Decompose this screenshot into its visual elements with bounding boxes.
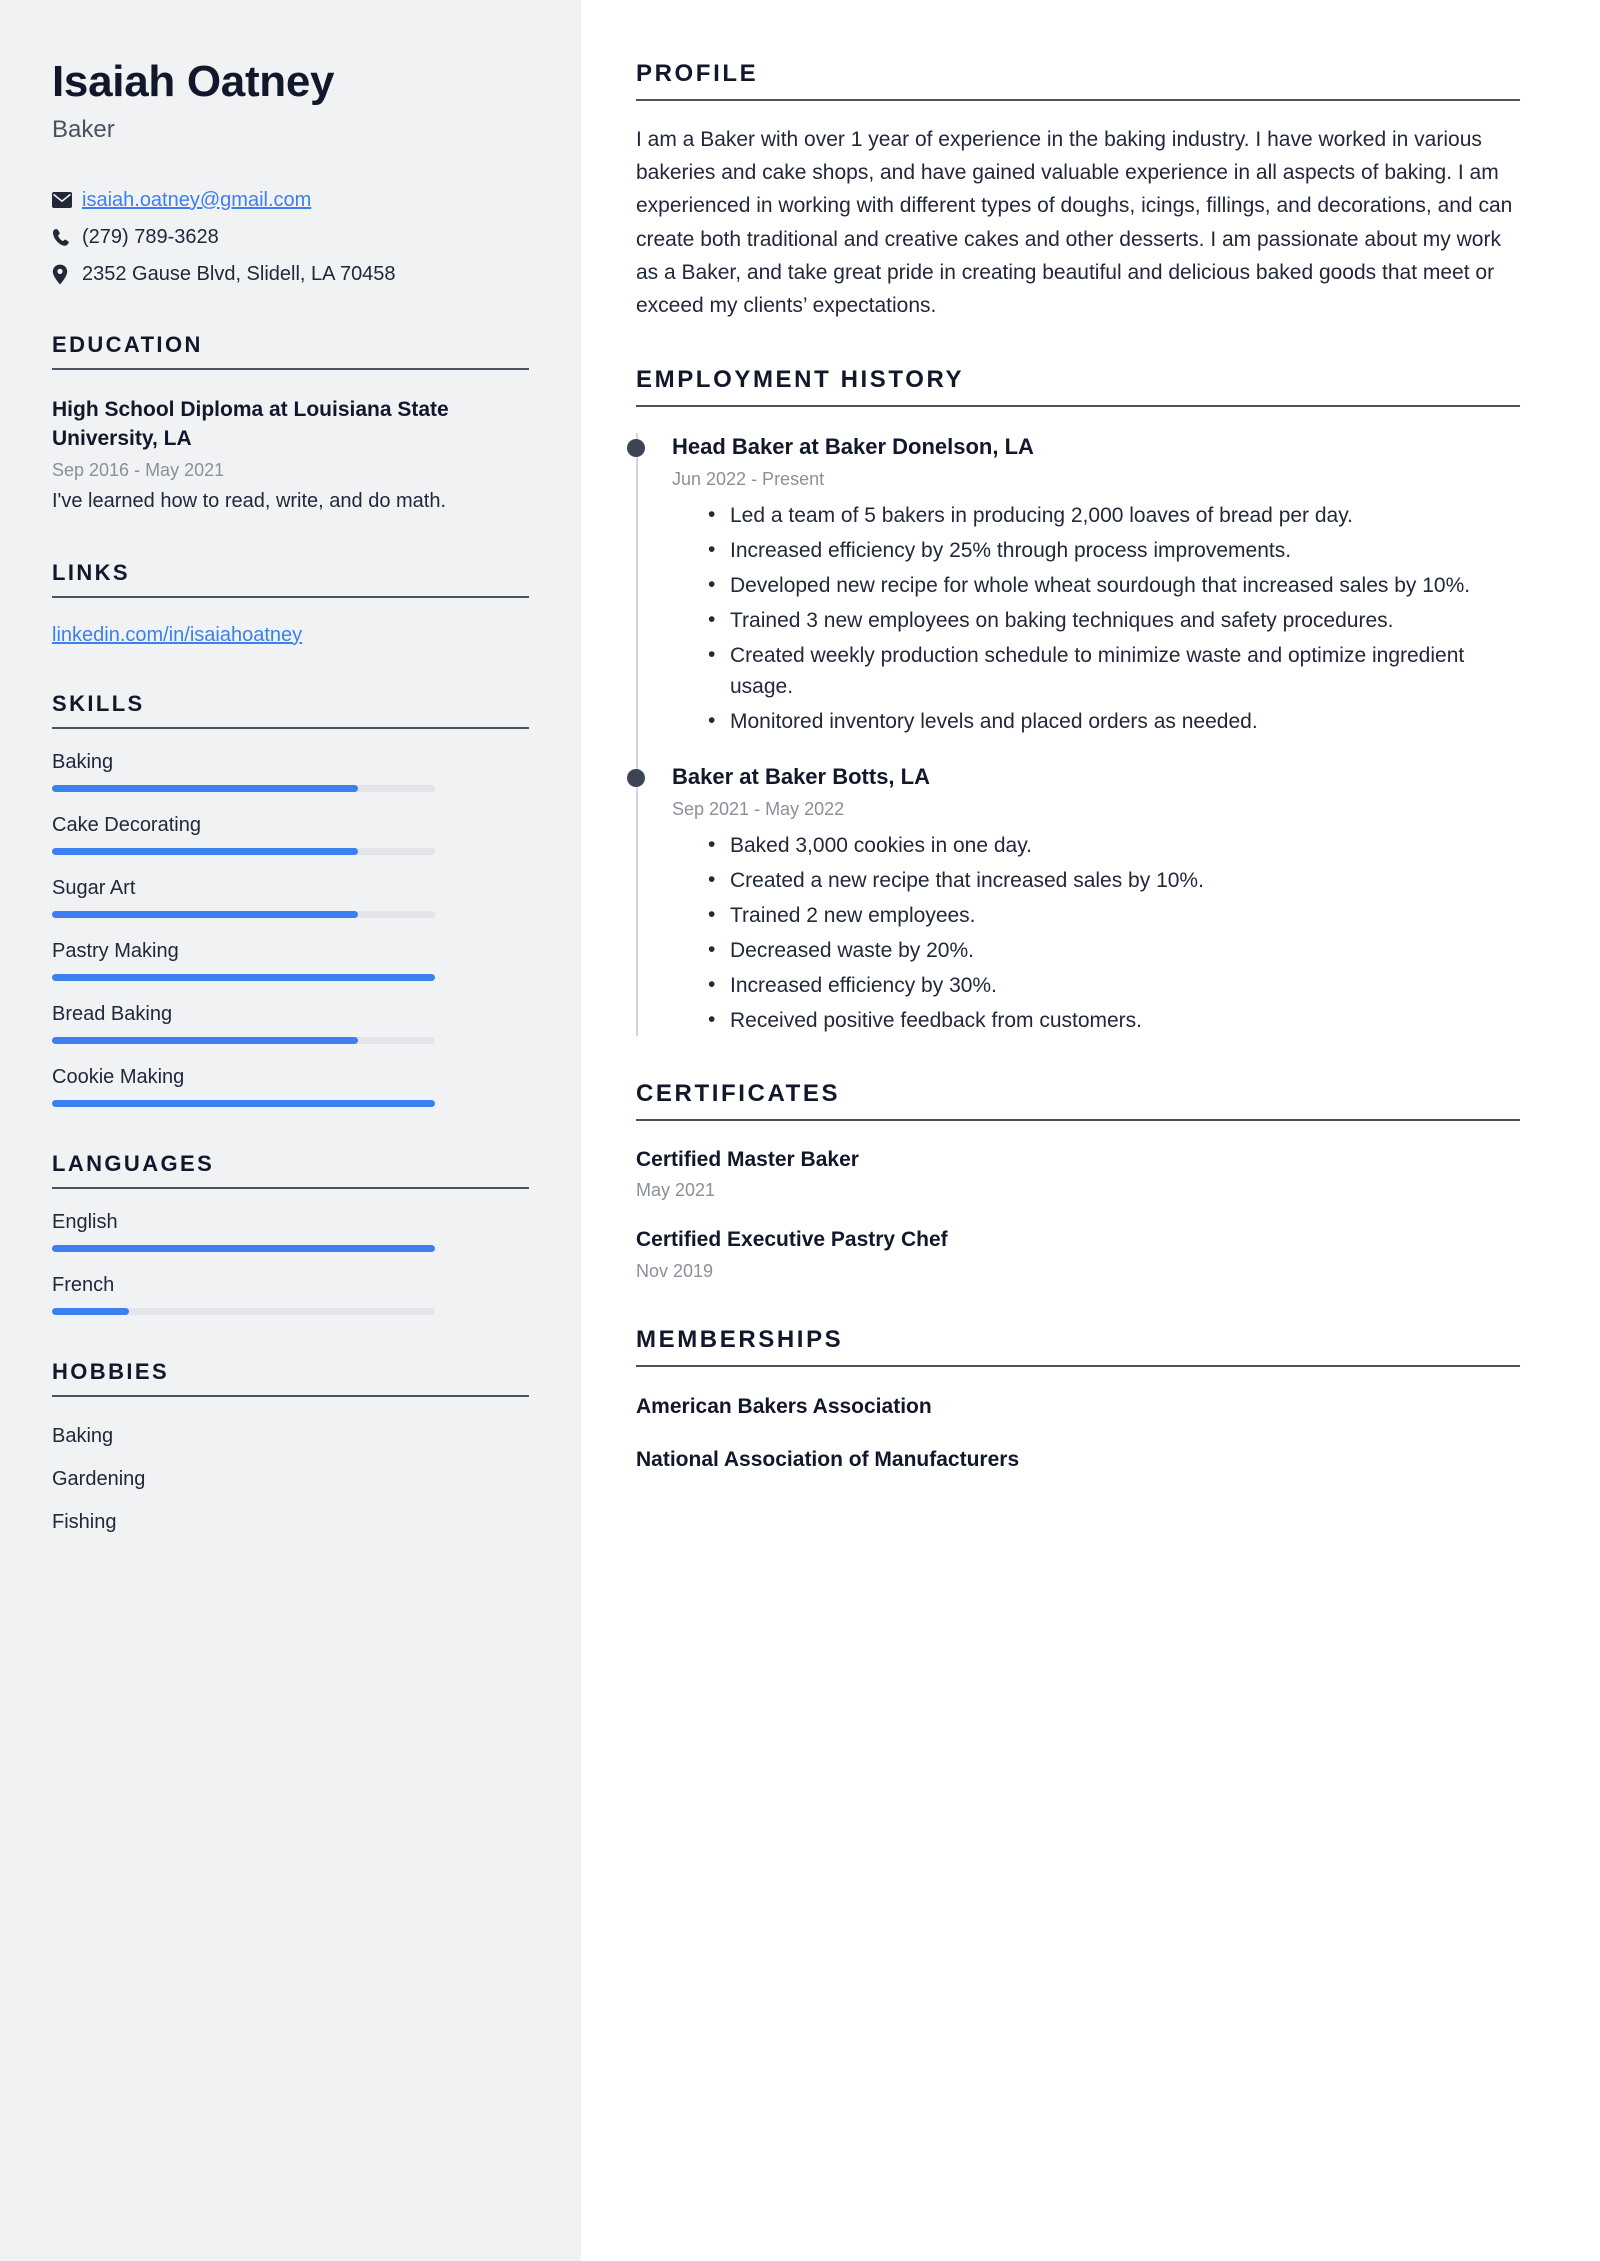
section-heading-skills: SKILLS: [52, 690, 145, 716]
skill-level-fill: [52, 785, 358, 792]
section-heading-education: EDUCATION: [52, 332, 203, 358]
resume-sidebar: [0, 0, 581, 2261]
skill-item: [52, 751, 529, 792]
section-heading-employment: EMPLOYMENT HISTORY: [636, 366, 965, 394]
section-divider: [636, 405, 1520, 407]
section-divider: [52, 596, 529, 598]
skill-level-bar: [52, 785, 435, 792]
employment-bullet: • Increased efficiency by 25% through process improvements.: [708, 535, 1520, 566]
section-heading-hobbies: HOBBIES: [52, 1358, 170, 1384]
hobby-item: Baking: [52, 1424, 114, 1447]
envelope-icon: [52, 192, 82, 208]
employment-bullet: • Baked 3,000 cookies in one day.: [708, 830, 1520, 861]
main-section-certificates: [636, 1080, 1520, 1282]
employment-title: Baker at Baker Botts, LA: [672, 764, 930, 790]
certificate-name: Certified Master Baker: [636, 1148, 859, 1172]
hobby-item: Fishing: [52, 1510, 117, 1533]
section-divider: [52, 727, 529, 729]
sidebar-section-languages: [52, 1151, 529, 1315]
phone-value: (279) 789-3628: [82, 226, 219, 249]
skill-level-bar: [52, 911, 435, 918]
education-item: [52, 396, 529, 515]
skill-level-bar: [52, 974, 435, 981]
skills-list: [52, 751, 529, 1107]
skill-item: [52, 814, 529, 855]
hobby-item: Gardening: [52, 1467, 146, 1490]
skill-label: Cake Decorating: [52, 813, 201, 836]
section-heading-memberships: MEMBERSHIPS: [636, 1325, 844, 1353]
section-divider: [52, 1395, 529, 1397]
section-divider: [636, 1365, 1520, 1367]
membership-item: American Bakers Association: [636, 1394, 932, 1418]
employment-dates: Jun 2022 - Present: [672, 468, 825, 489]
language-level-bar: [52, 1308, 435, 1315]
sidebar-section-links: [52, 560, 529, 647]
profile-link-linkedin[interactable]: linkedin.com/in/isaiahoatney: [52, 623, 303, 646]
skill-level-bar: [52, 1100, 435, 1107]
phone-icon: [52, 228, 82, 247]
section-heading-certificates: CERTIFICATES: [636, 1080, 841, 1108]
skill-level-fill: [52, 1100, 435, 1107]
employment-timeline: [636, 433, 1520, 1036]
skill-label: Pastry Making: [52, 939, 179, 962]
memberships-list: [636, 1393, 1520, 1474]
contact-row-email[interactable]: [52, 186, 529, 214]
education-dates: Sep 2016 - May 2021: [52, 460, 225, 481]
employment-bullet: • Created a new recipe that increased sales by 10%.: [708, 865, 1520, 896]
employment-bullet: • Increased efficiency by 30%.: [708, 970, 1520, 1001]
employment-bullet: • Created weekly production schedule to minimize waste and optimize ingredient usage.: [708, 640, 1520, 702]
employment-bullets: [672, 830, 1520, 1036]
section-heading-languages: LANGUAGES: [52, 1150, 215, 1176]
skill-level-bar: [52, 1037, 435, 1044]
employment-bullet: • Received positive feedback from customers.: [708, 1005, 1520, 1036]
main-section-profile: [636, 60, 1520, 322]
page-title: Isaiah Oatney: [52, 57, 335, 106]
section-divider: [52, 1187, 529, 1189]
skill-item: [52, 1003, 529, 1044]
profile-summary-text: I am a Baker with over 1 year of experience in the baking industry. I have worked in various bakeries and cake shops, and have gained valuable experience in all aspects of baking. I am experienced in working with different types of doughs, icings, fillings, and decorations, and can create both traditional and creative cakes and other desserts. I am passionate about my work as a Baker, and take great pride in creating beautiful and delicious baked goods that meet or exceed my clients’ expectations.: [636, 128, 1513, 317]
headline-job-title: Baker: [52, 116, 115, 144]
employment-dates: Sep 2021 - May 2022: [672, 798, 845, 819]
employment-bullets: [672, 500, 1520, 738]
skill-label: Sugar Art: [52, 876, 136, 899]
skill-level-fill: [52, 1037, 358, 1044]
section-heading-profile: PROFILE: [636, 60, 759, 87]
language-label: English: [52, 1210, 118, 1233]
employment-bullet: • Developed new recipe for whole wheat sourdough that increased sales by 10%.: [708, 570, 1520, 601]
main-section-employment: [636, 366, 1520, 1036]
address-value: 2352 Gause Blvd, Slidell, LA 70458: [82, 263, 396, 286]
language-item: [52, 1211, 529, 1252]
employment-bullet: • Decreased waste by 20%.: [708, 935, 1520, 966]
skill-item: [52, 940, 529, 981]
employment-entry: [672, 763, 1520, 1036]
employment-bullet: • Trained 3 new employees on baking techniques and safety procedures.: [708, 605, 1520, 636]
language-level-bar: [52, 1245, 435, 1252]
language-item: [52, 1274, 529, 1315]
hobbies-list: [52, 1423, 529, 1535]
sidebar-section-education: [52, 332, 529, 515]
certificate-name: Certified Executive Pastry Chef: [636, 1228, 948, 1252]
map-pin-icon: [52, 264, 82, 285]
skill-item: [52, 877, 529, 918]
skill-level-bar: [52, 848, 435, 855]
education-description: I've learned how to read, write, and do math.: [52, 490, 447, 513]
sidebar-section-hobbies: [52, 1359, 529, 1535]
employment-entry: [672, 433, 1520, 737]
certificate-item: [636, 1226, 1520, 1281]
main-section-memberships: [636, 1326, 1520, 1474]
skill-label: Cookie Making: [52, 1065, 185, 1088]
skill-label: Bread Baking: [52, 1002, 173, 1025]
skill-level-fill: [52, 848, 358, 855]
certificate-item: [636, 1146, 1520, 1201]
sidebar-section-skills: [52, 691, 529, 1107]
certificates-list: [636, 1146, 1520, 1282]
section-divider: [636, 1119, 1520, 1121]
employment-bullet: • Trained 2 new employees.: [708, 900, 1520, 931]
contact-row-address: [52, 260, 529, 288]
skill-item: [52, 1066, 529, 1107]
languages-list: [52, 1211, 529, 1315]
language-level-fill: [52, 1308, 129, 1315]
education-degree: High School Diploma at Louisiana State University, LA: [52, 398, 449, 450]
section-divider: [52, 368, 529, 370]
skill-label: Baking: [52, 750, 114, 773]
contact-row-phone: [52, 223, 529, 251]
employment-title: Head Baker at Baker Donelson, LA: [672, 434, 1034, 460]
contact-list: [52, 186, 529, 288]
timeline-dot-icon: [627, 439, 645, 457]
employment-bullet: • Monitored inventory levels and placed orders as needed.: [708, 706, 1520, 737]
section-divider: [636, 99, 1520, 101]
skill-level-fill: [52, 911, 358, 918]
membership-item: National Association of Manufacturers: [636, 1447, 1020, 1471]
certificate-date: May 2021: [636, 1180, 716, 1201]
timeline-dot-icon: [627, 769, 645, 787]
email-link[interactable]: isaiah.oatney@gmail.com: [82, 188, 312, 211]
language-label: French: [52, 1273, 115, 1296]
language-level-fill: [52, 1245, 435, 1252]
certificate-date: Nov 2019: [636, 1260, 714, 1281]
resume-main-column: [581, 0, 1600, 2261]
skill-level-fill: [52, 974, 435, 981]
section-heading-links: LINKS: [52, 559, 130, 585]
employment-bullet: • Led a team of 5 bakers in producing 2,000 loaves of bread per day.: [708, 500, 1520, 531]
